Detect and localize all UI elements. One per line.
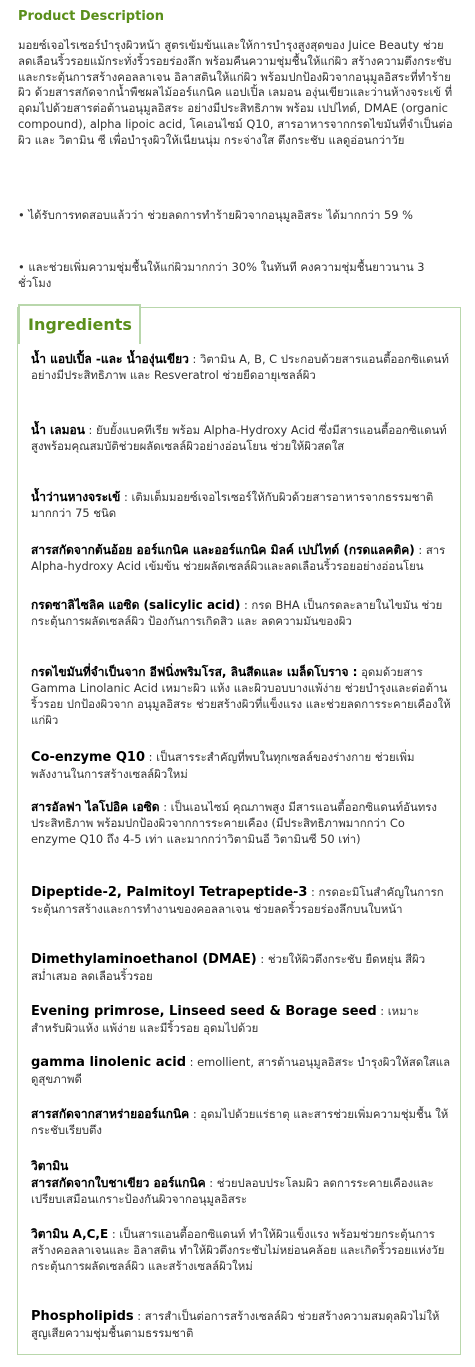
- ingredient-item: [31, 489, 451, 521]
- ingredient-name: gamma linolenic acid: [31, 1055, 187, 1070]
- product-description-title: Product Description: [18, 9, 164, 24]
- ingredient-name: กรดไขมันที่จำเป็นจาก อีฟนิ่งพริมโรส, ลินสีดและ เมล็ดโบราจ :: [31, 665, 358, 679]
- ingredient-name: สารสกัดจากต้นอ้อย ออร์แกนิค และออร์แกนิค มิลค์ เปปไทด์ (กรดแลคติค): [31, 543, 415, 557]
- ingredient-name: Evening primrose, Linseed seed & Borage seed: [31, 1004, 377, 1019]
- bullet-antioxidant: • ได้รับการทดสอบแล้วว่า ช่วยลดการทำร้ายผิวจากอนุมูลอิสระ ได้มากกว่า 59 %: [18, 208, 413, 222]
- ingredient-name: วิตามิน A,C,E: [31, 1227, 109, 1241]
- product-description-text: มอยซ์เจอไรเซอร์บำรุงผิวหน้า สูตรเข้มข้นและให้การบำรุงสูงสุดของ Juice Beauty ช่วยลดเลือนริ้วรอยแม้กระทั่งริ้วรอยร่องลึก พร้อมคืนความชุ่มชื้นให้แก่ผิว สร้างความตึงกระชับ และกระตุ้นการสร้างคอลลาเจน อิลาสตินให้แก่ผิว พร้อมปกป้องผิวจากอนุมูลอิสระที่ทำร้ายผิว ด้วยสารสกัดจากน้ำพืชผลไม้ออร์แกนิค แอปเปิ้ล เลมอน องุ่นเขียวและว่านห้างจระเข้ ที่อุดมไปด้วยสารต่อต้านอนุมูลอิสระ อย่างมีประสิทธิภาพ พร้อม เปปไทด์, DMAE (organic compound), alpha lipoic acid, โคเอนไซม์ Q10, สารอาหารจากกรดไขมันที่จำเป็นต่อผิว และ วิตามิน ซี เพื่อบำรุงผิวให้เนียนนุ่ม กระจ่างใส ตึงกระชับ แลดูอ่อนกว่าวัย: [18, 38, 453, 147]
- ingredient-text: อุดมด้วยสาร Gamma Linolanic Acid เหมาะผิว แห้ง และผิวบอบบางแพ้ง่าย ช่วยบำรุงและต่อต้านริ้วรอย ปกป้องผิวจาก อนุมูลอิสระ ช่วยสร้างผิวที่แข็งแรง และช่วยลดการระคายเคืองให้แก่ผิว: [31, 665, 451, 727]
- ingredient-item: [31, 597, 451, 629]
- ingredient-text: : ช่วยให้ผิวตึงกระชับ ยืดหยุ่น สีผิวสม่ำเสมอ ลดเลือนริ้วรอย: [31, 952, 426, 983]
- ingredient-item: [31, 799, 451, 847]
- ingredient-text: : อุดมไปด้วยแร่ธาตุ และสารช่วยเพิ่มความชุ่มชื้น ให้กระชับเรียบตึง: [31, 1107, 449, 1137]
- ingredient-item: [31, 1175, 451, 1207]
- ingredient-text: : เป็นสารระสำคัญที่พบในทุกเซลล์ของร่างกาย ช่วยเพิ่มพลังงานในการสร้างเซลล์ผิวใหม่: [31, 750, 415, 781]
- bullet-moisture: • และช่วยเพิ่มความชุ่มชื้นให้แก่ผิวมากกว่า 30% ในทันที คงความชุ่มชื้นยาวนาน 3 ชั่วโมง: [18, 260, 425, 290]
- ingredient-name: สารอัลฟา ไลโปอิค เอซิด: [31, 800, 160, 814]
- ingredient-text: : เป็นเอนไซม์ คุณภาพสูง มีสารแอนตี้ออกซิแดนท์อันทรงประสิทธิภาพ พร้อมปกป้องผิวจากการระคายเคือง (มีประสิทธิภาพมากกว่า Co enzyme Q10 ถึง 4-5 เท่า และมากกว่าวิตามินอี วิตามินซี 50 เท่า): [31, 800, 437, 846]
- ingredient-text: : เติมเต็มมอยซ์เจอไรเซอร์ให้กับผิวด้วยสารอาหารจากธรรมชาติมากกว่า 75 ชนิด: [31, 490, 434, 520]
- ingredient-text: : เหมาะสำหรับผิวแห้ง แพ้ง่าย และมีริ้วรอย อุดมไปด้วย: [31, 1004, 420, 1035]
- ingredient-item: [31, 1308, 451, 1341]
- ingredient-text: : emollient, สารต้านอนุมูลอิสระ บำรุงผิวให้สดใสแลดูสุขภาพดี: [31, 1055, 451, 1086]
- ingredient-text: : กรด BHA เป็นกรดละลายในไขมัน ช่วยกระตุ้นการผลัดเซลล์ผิว ป้องกันการเกิดสิว และ ลดความมันของผิว: [31, 598, 443, 628]
- ingredient-name: สารสกัดจากสาหร่ายออร์แกนิค: [31, 1107, 190, 1121]
- ingredient-name: Co-enzyme Q10: [31, 750, 146, 765]
- ingredient-item: [31, 749, 451, 782]
- ingredient-item: [31, 542, 451, 574]
- ingredient-name: น้ำ แอปเปิ้ล -และ น้ำองุ่นเขียว: [31, 352, 189, 366]
- ingredient-name: น้ำว่านหางจระเข้: [31, 490, 121, 504]
- ingredient-item: [31, 1003, 451, 1036]
- ingredient-name: Dipeptide-2, Palmitoyl Tetrapeptide-3: [31, 885, 308, 900]
- ingredient-name: Phospholipids: [31, 1309, 134, 1324]
- ingredient-text: : สารสำเป็นต่อการสร้างเซลล์ผิว ช่วยสร้างความสมดุลผิวไม่ให้สูญเสียความชุ่มชื้นตามธรรมชาติ: [31, 1309, 440, 1340]
- ingredient-text: : กรดอะมิโนสำคัญในการกระตุ้นการสร้างและการทำงานของคอลลาเจน ช่วยลดริ้วรอยร่องลึกบนใบหน้า: [31, 885, 444, 916]
- ingredient-item: [31, 1054, 451, 1087]
- ingredient-item: [31, 1158, 451, 1174]
- ingredient-name: วิตามิน: [31, 1159, 69, 1173]
- ingredients-heading: Ingredients: [28, 315, 132, 334]
- ingredient-item: [31, 884, 451, 917]
- ingredient-text: : ช่วยปลอบประโลมผิว ลดการระคายเคืองและเปรียบเสมือนเกราะป้องกันผิวจากอนุมูลอิสระ: [31, 1176, 434, 1206]
- ingredient-name: น้ำ เลมอน: [31, 423, 85, 437]
- ingredient-text: : เป็นสารแอนตี้ออกซิแดนท์ ทำให้ผิวแข็งแรง พร้อมช่วยกระตุ้นการสร้างคอลลาเจนและ อิลาสติน ทำให้ผิวตึงกระชับไม่หย่อนคล้อย และเกิดริ้วรอยแห่งวัย กระตุ้นการผลัดเซลล์ผิว และสร้างเซลล์ผิวใหม่: [31, 1227, 445, 1273]
- ingredient-item: [31, 951, 451, 984]
- ingredient-item: [31, 1106, 451, 1138]
- ingredient-text: : วิตามิน A, B, C ประกอบด้วยสารแอนตี้ออกซิแดนท์ อย่างมีประสิทธิภาพ และ Resveratrol ช่วยยืดอายุเซลล์ผิว: [31, 352, 449, 382]
- ingredient-name: Dimethylaminoethanol (DMAE): [31, 952, 257, 967]
- ingredient-item: [31, 1226, 451, 1274]
- ingredient-item: [31, 351, 451, 383]
- ingredient-text: : สาร Alpha-hydroxy Acid เข้มข้น ช่วยผลัดเซลล์ผิวและลดเลือนริ้วรอยอย่างอ่อนโยน: [31, 543, 446, 573]
- ingredient-name: สารสกัดจากใบชาเขียว ออร์แกนิค: [31, 1176, 206, 1190]
- ingredient-item: [31, 422, 451, 454]
- ingredient-text: : ยับยั้งแบคทีเรีย พร้อม Alpha-Hydroxy Acid ซึ่งมีสารแอนตี้ออกซิแดนท์สูงพร้อมคุณสมบัติช่วยผลัดเซลล์ผิวอย่างอ่อนโยน ช่วยให้ผิวสดใส: [31, 423, 447, 453]
- ingredient-name: กรดซาลิไซลิค แอซิด (salicylic acid): [31, 598, 241, 612]
- ingredient-item: [31, 664, 451, 728]
